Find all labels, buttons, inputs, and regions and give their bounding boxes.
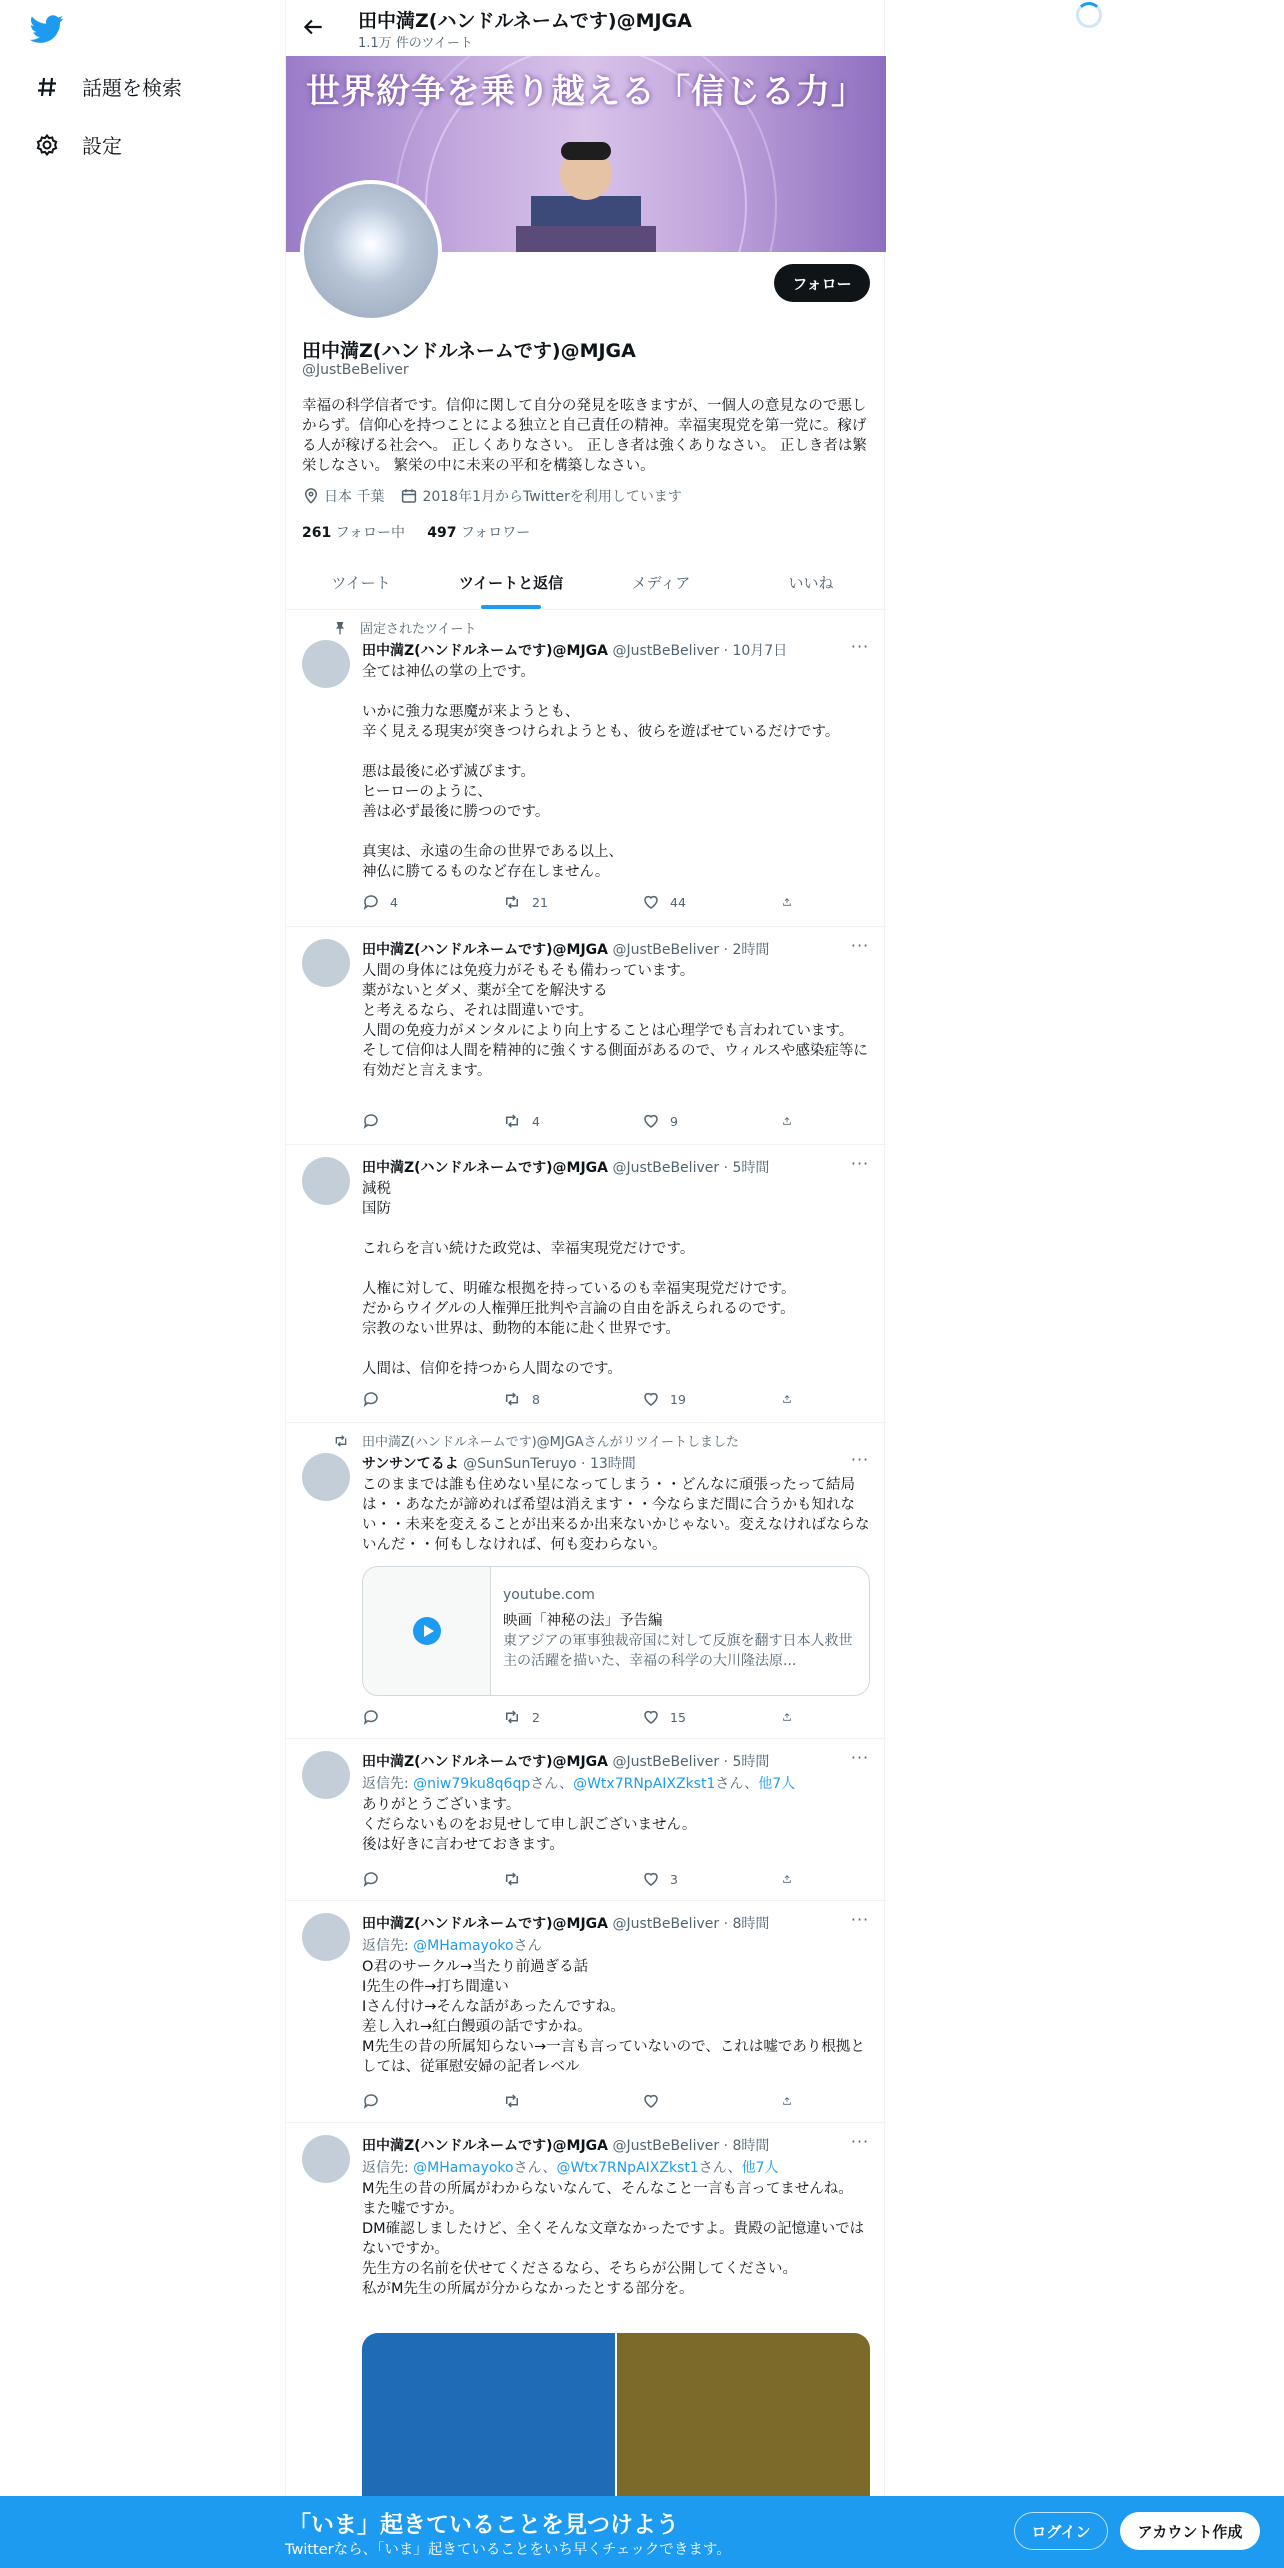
retweet-button[interactable] [502, 2091, 602, 2111]
calendar-icon [400, 487, 418, 505]
avatar[interactable] [302, 2135, 350, 2183]
header-profile-name: 田中満Z(ハンドルネームです)@MJGA [358, 10, 692, 32]
following-label: フォロー中 [331, 525, 405, 541]
profile-location: 日本 千葉 [324, 489, 385, 505]
more-options-icon[interactable]: ··· [850, 1910, 870, 1929]
hashtag-icon [34, 74, 60, 100]
tweet-header: 田中満Z(ハンドルネームです)@MJGA @JustBeBeliver · 8時間 [362, 2138, 770, 2154]
tweet-time[interactable]: 10月7日 [732, 643, 788, 659]
like-count: 19 [670, 1391, 686, 1407]
more-options-icon[interactable]: ··· [850, 936, 870, 955]
tweet-text: このままでは誰も住めない星になってしまう・・どんなに頑張ったって結局は・・あなたが諦めれば希望は消えます・・今ならまだ間に合うかも知れない・・未来を変えることが出来るか出来ないかじゃない。変えなければならないんだ・・何もしなければ、何も変わらない。 [362, 1477, 870, 1553]
reply-user-link[interactable]: @MHamayoko [413, 2160, 514, 2176]
retweet-count: 4 [532, 1113, 540, 1129]
heart-icon [642, 893, 660, 911]
retweet-icon [502, 893, 522, 911]
tweet-item[interactable] [286, 1145, 886, 1423]
tweet-item[interactable] [286, 610, 886, 927]
more-options-icon[interactable]: ··· [850, 1450, 870, 1469]
author-handle[interactable]: @SunSunTeruyo [463, 1456, 577, 1472]
author-name[interactable]: 田中満Z(ハンドルネームです)@MJGA [362, 2138, 608, 2154]
share-icon [782, 1112, 792, 1130]
tweet-text: 全ては神仏の掌の上です。 いかに強力な悪魔が来ようとも、 辛く見える現実が突きつけられようとも、彼らを遊ばせているだけです。 悪は最後に必ず滅びます。 ヒーローのように、 善は必ず最後に勝つのです。 真実は、永遠の生命の世界である以上、 神仏に勝てるものなど存在しません。 [362, 664, 840, 880]
signup-banner-title: 「いま」起きていることを見つけよう [288, 2512, 679, 2538]
tweet-time[interactable]: 13時間 [589, 1456, 636, 1472]
author-name[interactable]: 田中満Z(ハンドルネームです)@MJGA [362, 1160, 608, 1176]
more-options-icon[interactable]: ··· [850, 637, 870, 656]
follow-button[interactable]: フォロー [774, 264, 870, 302]
gear-icon [34, 132, 60, 158]
share-button[interactable] [782, 1707, 802, 1727]
card-domain: youtube.com [503, 1587, 595, 1603]
reply-button[interactable] [362, 1869, 462, 1889]
more-options-icon[interactable]: ··· [850, 1154, 870, 1173]
profile-column [285, 0, 885, 2568]
like-count: 44 [670, 894, 686, 910]
nav-settings[interactable] [34, 130, 122, 159]
profile-tabs [286, 556, 886, 610]
twitter-logo-icon[interactable] [30, 12, 64, 46]
tweet-item[interactable] [286, 1423, 886, 1739]
author-handle[interactable]: @JustBeBeliver [612, 643, 720, 659]
reply-icon [362, 893, 380, 911]
like-count: 15 [670, 1709, 686, 1725]
reply-button[interactable] [362, 2091, 462, 2111]
followers-label: フォロワー [456, 525, 531, 541]
avatar[interactable] [302, 1751, 350, 1799]
reply-suffix: さん、 [715, 1776, 759, 1792]
avatar[interactable] [302, 1913, 350, 1961]
reply-suffix: さん、 [513, 2160, 557, 2176]
heart-icon [642, 1112, 660, 1130]
tweet-time[interactable]: 2時間 [732, 942, 770, 958]
followers-link[interactable] [427, 525, 530, 541]
heart-icon [642, 2092, 660, 2110]
retweet-count: 8 [532, 1391, 540, 1407]
tweet-time[interactable]: 5時間 [732, 1160, 770, 1176]
retweet-button[interactable] [502, 1111, 602, 1131]
reply-button[interactable] [362, 892, 462, 912]
signup-banner-subtitle: Twitterなら、「いま」起きていることをいち早くチェックできます。 [285, 2542, 731, 2558]
like-button[interactable] [642, 2091, 742, 2111]
reply-icon [362, 1112, 380, 1130]
card-title: 映画「神秘の法」予告編 [503, 1613, 663, 1629]
pinned-label: 固定されたツイート [360, 622, 477, 637]
author-handle[interactable]: @JustBeBeliver [612, 942, 720, 958]
share-button[interactable] [782, 1111, 802, 1131]
following-count: 261 [302, 525, 332, 541]
tab-likes[interactable]: いいね [788, 574, 834, 592]
tweet-item[interactable] [286, 1901, 886, 2123]
reply-icon [362, 2092, 380, 2110]
avatar[interactable] [302, 640, 350, 688]
author-name[interactable]: 田中満Z(ハンドルネームです)@MJGA [362, 942, 608, 958]
author-name[interactable]: 田中満Z(ハンドルネームです)@MJGA [362, 1754, 608, 1770]
tweet-actions [362, 1389, 802, 1409]
tweet-text: 人間の身体には免疫力がそもそも備わっています。 薬がないとダメ、薬が全てを解決する と考えるなら、それは間違いです。 人間の免疫力がメンタルにより向上することは心理学でも言われています。 そして信仰は人間を精神的に強くする側面があるので、ウィルスや感染症等に有効だと言えます。 [362, 963, 868, 1079]
author-name[interactable]: 田中満Z(ハンドルネームです)@MJGA [362, 643, 608, 659]
more-options-icon[interactable]: ··· [850, 2132, 870, 2151]
profile-handle: @JustBeBeliver [302, 362, 409, 378]
tweet-actions [362, 1869, 802, 1889]
heart-icon [642, 1870, 660, 1888]
like-count: 9 [670, 1113, 678, 1129]
reply-to-line [362, 2157, 779, 2177]
reply-count: 4 [390, 894, 398, 910]
retweet-button[interactable] [502, 1707, 602, 1727]
nav-explore[interactable] [34, 72, 182, 101]
share-button[interactable] [782, 2091, 802, 2111]
retweet-context-label[interactable]: 田中満Z(ハンドルネームです)@MJGAさんがリツイートしました [362, 1435, 740, 1450]
link-card[interactable] [362, 1566, 870, 1696]
tweet-actions [362, 1707, 802, 1727]
reply-user-link[interactable]: @MHamayoko [413, 1938, 514, 1954]
share-icon [782, 2092, 792, 2110]
like-button[interactable] [642, 1389, 742, 1409]
reply-prefix: 返信先: [362, 1938, 414, 1954]
signup-button[interactable]: アカウント作成 [1120, 2512, 1260, 2550]
retweet-icon [332, 1433, 350, 1449]
heart-icon [642, 1390, 660, 1408]
back-arrow-icon[interactable] [300, 14, 326, 40]
tweet-actions [362, 892, 802, 912]
share-button[interactable] [782, 892, 802, 912]
profile-name: 田中満Z(ハンドルネームです)@MJGA [302, 340, 636, 362]
retweet-button[interactable] [502, 1389, 602, 1409]
play-icon [412, 1616, 442, 1646]
retweet-button[interactable] [502, 892, 602, 912]
tweet-header: 田中満Z(ハンドルネームです)@MJGA @JustBeBeliver · 10月7日 [362, 643, 788, 659]
header-tweet-count: 1.1万 件のツイート [358, 36, 473, 51]
like-button[interactable] [642, 1111, 742, 1131]
tweet-item[interactable] [286, 927, 886, 1145]
reply-others-link[interactable]: 他7人 [758, 1776, 796, 1792]
profile-meta [302, 486, 698, 506]
author-handle[interactable]: @JustBeBeliver [612, 2138, 720, 2154]
profile-joined: 2018年1月からTwitterを利用しています [422, 489, 682, 505]
avatar[interactable] [302, 939, 350, 987]
author-name[interactable]: サンサンてるよ [362, 1456, 459, 1472]
tweet-time[interactable]: 8時間 [732, 1916, 770, 1932]
tweet-time[interactable]: 8時間 [732, 2138, 770, 2154]
tweet-text: 減税 国防 これらを言い続けた政党は、幸福実現党だけです。 人権に対して、明確な根拠を持っているのも幸福実現党だけです。 だからウイグルの人権弾圧批判や言論の自由を訴えられるのです。 宗教のない世界は、動物的本能に赴く世界です。 人間は、信仰を持つから人間なのです。 [362, 1181, 796, 1377]
login-button[interactable]: ログイン [1014, 2512, 1108, 2550]
share-icon [782, 1390, 792, 1408]
reply-suffix: さん、 [530, 1776, 574, 1792]
reply-button[interactable] [362, 1707, 462, 1727]
signup-banner [0, 2496, 1284, 2568]
tweet-text: M先生の昔の所属がわからないなんて、そんなこと一言も言ってませんね。 また嘘ですか。 DM確認しましたけど、全くそんな文章なかったですよ。貴殿の記憶違いではないですか。 先生方の名前を伏せてくださるなら、そちらが公開してください。 私がM先生の所属が分からなかったとする部分を。 [362, 2181, 865, 2297]
nav-settings-label: 設定 [82, 134, 122, 158]
pin-icon [332, 620, 348, 636]
location-pin-icon [302, 487, 320, 505]
share-icon [782, 1708, 792, 1726]
card-description: 東アジアの軍事独裁帝国に対して反旗を翻す日本人救世主の活躍を描いた、幸福の科学の大川隆法原... [503, 1633, 853, 1669]
tab-tweets-and-replies[interactable]: ツイートと返信 [436, 556, 586, 609]
reply-others-link[interactable]: 他7人 [741, 2160, 779, 2176]
profile-stats [302, 522, 530, 542]
reply-user-link[interactable]: @Wtx7RNpAIXZkst1 [573, 1776, 716, 1792]
retweet-count: 2 [532, 1709, 540, 1725]
reply-to-line [362, 1773, 795, 1793]
reply-icon [362, 1870, 380, 1888]
retweet-context [332, 1431, 739, 1450]
author-handle[interactable]: @JustBeBeliver [612, 1754, 720, 1770]
reply-prefix: 返信先: [362, 1776, 414, 1792]
retweet-icon [502, 1390, 522, 1408]
tweet-header: 田中満Z(ハンドルネームです)@MJGA @JustBeBeliver · 2時間 [362, 942, 770, 958]
tab-tweets[interactable]: ツイート [331, 574, 391, 592]
reply-button[interactable] [362, 1111, 462, 1131]
reply-button[interactable] [362, 1389, 462, 1409]
tweet-actions [362, 1111, 802, 1131]
profile-header [286, 0, 886, 56]
nav-explore-label: 話題を検索 [82, 76, 182, 100]
tab-media[interactable]: メディア [631, 574, 691, 592]
reply-suffix: さん [513, 1938, 542, 1954]
reply-icon [362, 1390, 380, 1408]
followers-count: 497 [427, 525, 457, 541]
reply-user-link[interactable]: @Wtx7RNpAIXZkst1 [556, 2160, 699, 2176]
like-button[interactable] [642, 1869, 742, 1889]
tweet-header: サンサンてるよ @SunSunTeruyo · 13時間 [362, 1456, 636, 1472]
share-button[interactable] [782, 1389, 802, 1409]
tweet-time[interactable]: 5時間 [732, 1754, 770, 1770]
tweet-header: 田中満Z(ハンドルネームです)@MJGA @JustBeBeliver · 5時間 [362, 1160, 770, 1176]
tweet-actions [362, 2091, 802, 2111]
tweet-header: 田中満Z(ハンドルネームです)@MJGA @JustBeBeliver · 8時間 [362, 1916, 770, 1932]
share-button[interactable] [782, 1869, 802, 1889]
loading-spinner-icon [1076, 2, 1102, 28]
retweet-icon [502, 1112, 522, 1130]
following-link[interactable] [302, 525, 405, 541]
profile-avatar[interactable] [300, 180, 442, 322]
reply-user-link[interactable]: @niw79ku8q6qp [413, 1776, 531, 1792]
reply-suffix: さん、 [698, 2160, 742, 2176]
pinned-context [332, 618, 476, 637]
tweet-item[interactable] [286, 1739, 886, 1901]
reply-icon [362, 1708, 380, 1726]
reply-prefix: 返信先: [362, 2160, 414, 2176]
retweet-button[interactable] [502, 1869, 602, 1889]
like-count: 3 [670, 1871, 678, 1887]
author-name[interactable]: 田中満Z(ハンドルネームです)@MJGA [362, 1916, 608, 1932]
retweet-icon [502, 1870, 522, 1888]
share-icon [782, 893, 792, 911]
author-handle[interactable]: @JustBeBeliver [612, 1916, 720, 1932]
author-handle[interactable]: @JustBeBeliver [612, 1160, 720, 1176]
like-button[interactable] [642, 1707, 742, 1727]
retweet-icon [502, 1708, 522, 1726]
share-icon [782, 1870, 792, 1888]
avatar[interactable] [302, 1453, 350, 1501]
like-button[interactable] [642, 892, 742, 912]
retweet-icon [502, 2092, 522, 2110]
profile-bio: 幸福の科学信者です。信仰に関して自分の発見を呟きますが、一個人の意見なので悪しからず。信仰心を持つことによる独立と自己責任の精神。幸福実現党を第一党に。稼げる人が稼げる社会へ。 正しくありなさい。 正しき者は強くありなさい。 正しき者は繁栄しなさい。 繁栄の中に未来の平和を構築しなさい。 [302, 398, 867, 474]
card-thumbnail [363, 1567, 491, 1695]
avatar[interactable] [302, 1157, 350, 1205]
retweet-count: 21 [532, 894, 548, 910]
tweet-text: ありがとうございます。 くだらないものをお見せして申し訳ございません。 後は好きに言わせておきます。 [362, 1797, 697, 1853]
tweet-header: 田中満Z(ハンドルネームです)@MJGA @JustBeBeliver · 5時間 [362, 1754, 770, 1770]
tweet-text: O君のサークル→当たり前過ぎる話 I先生の件→打ち間違い Iさん付け→そんな話があったんですね。 差し入れ→紅白饅頭の話ですかね。 M先生の昔の所属知らない→一言も言っていないので、これは嘘であり根拠としては、従軍慰安婦の記者レベル [362, 1959, 865, 2075]
reply-to-line [362, 1935, 542, 1955]
more-options-icon[interactable]: ··· [850, 1748, 870, 1767]
banner-title: 世界紛争を乗り越える「信じる力」 [306, 72, 866, 112]
heart-icon [642, 1708, 660, 1726]
